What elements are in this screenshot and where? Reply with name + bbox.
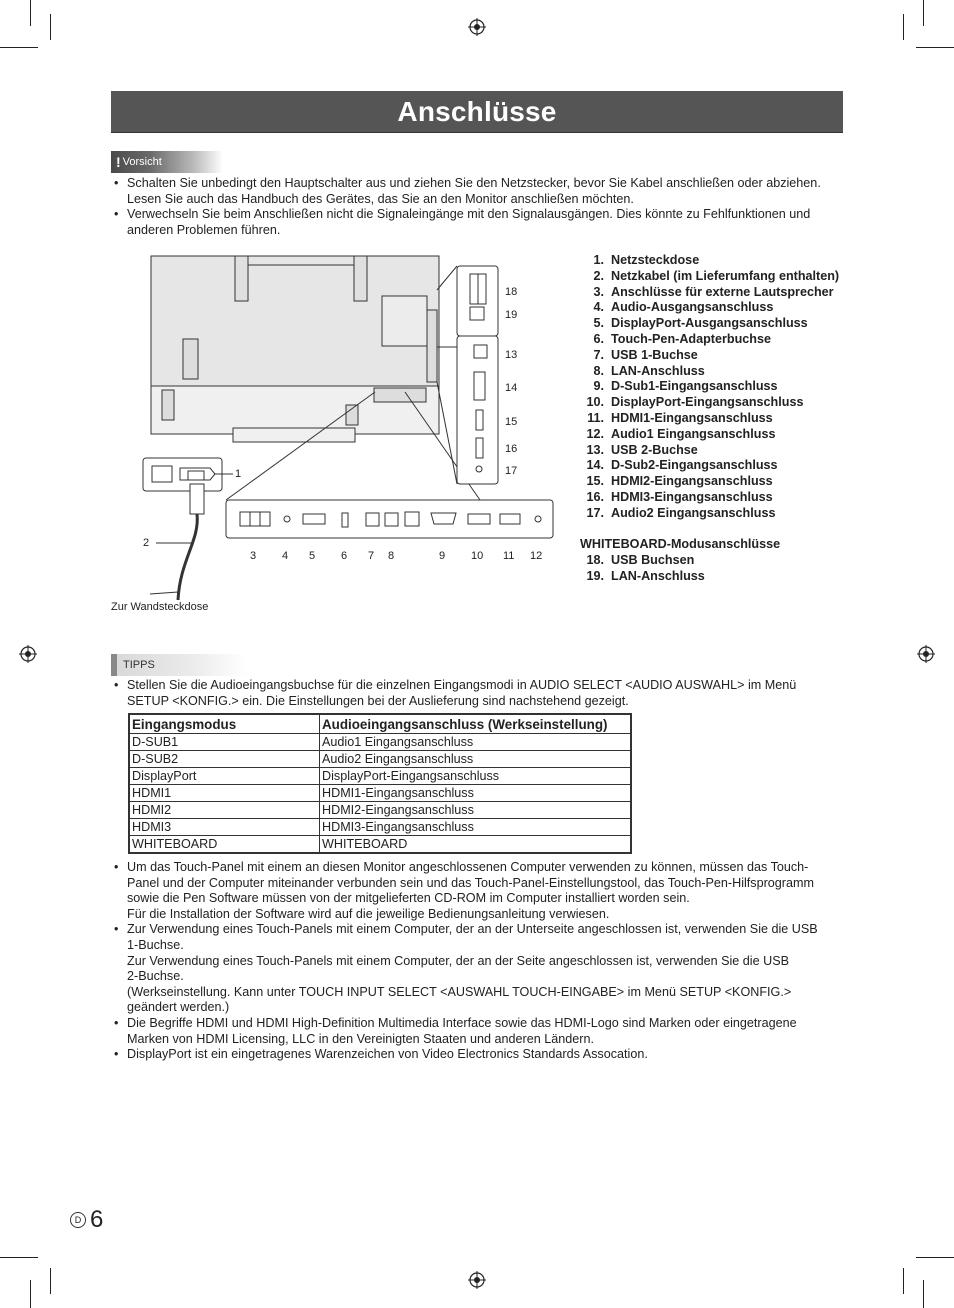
- label-9: 9: [439, 550, 446, 562]
- table-row: [129, 819, 631, 836]
- connection-number: 14.: [586, 458, 604, 473]
- connection-number: 15.: [586, 474, 604, 489]
- table-header: Eingangsmodus: [129, 714, 320, 734]
- whiteboard-number: 18.: [586, 553, 604, 567]
- audio-settings-table: [128, 713, 632, 854]
- label-12: 12: [530, 550, 543, 562]
- connection-label: Audio-Ausgangsanschluss: [611, 300, 774, 315]
- whiteboard-number: 19.: [586, 568, 604, 583]
- connection-label: HDMI3-Eingangsanschluss: [611, 489, 773, 504]
- whiteboard-item: [578, 553, 705, 569]
- connection-number: 13.: [586, 442, 604, 457]
- tips-intro-item: • Stellen Sie die Audioeingangsbuchse für die einzelnen Eingangsmodi in AUDIO SELECT <AUDIO AUSWAHL> im Menü SETUP <KONFIG.> ein. Die Einstellungen bei der Auslieferung sind nachstehend gezeigt.: [111, 678, 851, 709]
- connection-number: 1.: [593, 253, 604, 267]
- label-14: 14: [505, 382, 518, 394]
- table-cell-audio: WHITEBOARD: [320, 836, 632, 854]
- connection-number: 10.: [586, 395, 604, 410]
- connection-label: DisplayPort-Ausgangsanschluss: [611, 316, 808, 331]
- connection-item: [578, 332, 839, 348]
- connection-number: 11.: [587, 410, 604, 425]
- registration-mark-left: [19, 645, 37, 663]
- tips-item-line: sowie die Pen Software müssen von der mitgelieferten CD-ROM im Computer installiert worden sein.: [127, 891, 690, 906]
- tips-item-line: • Um das Touch-Panel mit einem an diesen Monitor angeschlossenen Computer verwenden zu können, müssen das Touch-: [127, 860, 809, 874]
- tips-item: [111, 922, 851, 1016]
- connection-item: [578, 506, 839, 522]
- connection-item: [578, 395, 839, 411]
- connection-label: Audio1 Eingangsanschluss: [611, 426, 776, 441]
- connection-number: 17.: [586, 505, 604, 520]
- caution-item: • Schalten Sie unbedingt den Hauptschalter aus und ziehen Sie den Netzstecker, bevor Sie Kabel anschließen oder abziehen. Lesen Sie auch das Handbuch des Gerätes, das Sie an den Monitor anschließen möchten.: [111, 176, 851, 207]
- connection-item: [578, 474, 839, 490]
- table-cell-mode: D-SUB2: [129, 751, 320, 768]
- table-cell-mode: HDMI1: [129, 785, 320, 802]
- label-7: 7: [368, 550, 375, 562]
- connection-label: Touch-Pen-Adapterbuchse: [611, 331, 771, 346]
- connection-item: [578, 458, 839, 474]
- table-header: Audioeingangsanschluss (Werkseinstellung): [320, 714, 632, 734]
- connection-item: [578, 316, 839, 332]
- label-5: 5: [309, 550, 316, 562]
- label-1: 1: [235, 468, 242, 480]
- connection-number: 16.: [586, 489, 604, 504]
- connection-number: 4.: [593, 300, 604, 315]
- whiteboard-heading: WHITEBOARD-Modusanschlüsse: [580, 537, 781, 551]
- table-cell-audio: DisplayPort-Eingangsanschluss: [320, 768, 632, 785]
- connection-label: LAN-Anschluss: [611, 363, 705, 378]
- label-19: 19: [505, 309, 518, 321]
- label-17: 17: [505, 465, 518, 477]
- connection-item: [578, 300, 839, 316]
- connection-item: [578, 427, 839, 443]
- table-cell-mode: HDMI2: [129, 802, 320, 819]
- connection-item: [578, 269, 839, 285]
- connection-number: 5.: [593, 316, 604, 331]
- tips-item-line: • DisplayPort ist ein eingetragenes Warenzeichen von Video Electronics Standards Assocation.: [127, 1047, 648, 1062]
- tips-item: [111, 860, 851, 922]
- connection-number: 3.: [593, 284, 604, 299]
- language-marker: D: [70, 1212, 86, 1228]
- tips-item-line: 2-Buchse.: [127, 969, 184, 984]
- caution-item: • Verwechseln Sie beim Anschließen nicht die Signaleingänge mit den Signalausgängen. Dies könnte zu Fehlfunktionen und anderen Problemen führen.: [111, 207, 851, 238]
- connection-item: [578, 348, 839, 364]
- table-cell-mode: D-SUB1: [129, 734, 320, 751]
- tips-item-line: (Werkseinstellung. Kann unter TOUCH INPUT SELECT <AUSWAHL TOUCH-EINGABE> im Menü SETUP <KONFIG.>: [127, 984, 792, 999]
- table-cell-mode: DisplayPort: [129, 768, 320, 785]
- page-title-bar: [111, 91, 843, 133]
- label-8: 8: [388, 550, 395, 562]
- registration-mark-top: [468, 18, 486, 36]
- connection-item: [578, 364, 839, 380]
- page-number-value: 6: [90, 1206, 104, 1233]
- connection-number: 2.: [593, 268, 604, 283]
- connection-label: USB 1-Buchse: [611, 347, 698, 362]
- table-cell-mode: HDMI3: [129, 819, 320, 836]
- label-16: 16: [505, 443, 518, 455]
- connection-label: Netzsteckdose: [611, 253, 700, 267]
- page-number: [70, 1206, 103, 1234]
- tips-label: TIPPS: [123, 659, 155, 671]
- tips-item-line: • Zur Verwendung eines Touch-Panels mit einem Computer, der an der Unterseite angeschlossen ist, verwenden Sie die USB: [127, 922, 818, 937]
- label-6: 6: [341, 550, 348, 562]
- connection-item: [578, 443, 839, 459]
- caution-list: [111, 176, 851, 238]
- connection-item: [578, 253, 839, 269]
- whiteboard-item: [578, 569, 705, 585]
- connection-item: [578, 285, 839, 301]
- label-4: 4: [282, 550, 289, 562]
- connection-number: 9.: [593, 379, 604, 394]
- tips-item-line: Zur Verwendung eines Touch-Panels mit einem Computer, der an der Seite angeschlossen ist, verwenden Sie die USB: [127, 953, 790, 968]
- table-row: [129, 836, 631, 854]
- connection-number: 7.: [593, 347, 604, 362]
- table-row: [129, 785, 631, 802]
- label-3: 3: [250, 550, 257, 562]
- connection-number: 12.: [586, 426, 604, 441]
- connection-label: D-Sub1-Eingangsanschluss: [611, 379, 778, 394]
- tips-item-line: Marken von HDMI Licensing, LLC in den Vereinigten Staaten und anderen Ländern.: [127, 1031, 594, 1046]
- connection-label: Netzkabel (im Lieferumfang enthalten): [611, 268, 840, 283]
- registration-mark-bottom: [468, 1271, 486, 1289]
- label-11: 11: [503, 550, 515, 562]
- connection-label: Anschlüsse für externe Lautsprecher: [611, 284, 834, 299]
- connection-item: [578, 379, 839, 395]
- label-18: 18: [505, 286, 518, 298]
- table-cell-audio: Audio2 Eingangsanschluss: [320, 751, 632, 768]
- tips-intro: [111, 678, 851, 709]
- table-cell-audio: Audio1 Eingangsanschluss: [320, 734, 632, 751]
- connection-diagram: [108, 250, 568, 620]
- table-row: [129, 768, 631, 785]
- table-cell-audio: HDMI1-Eingangsanschluss: [320, 785, 632, 802]
- connection-item: [578, 490, 839, 506]
- tips-item: [111, 1016, 851, 1047]
- label-13: 13: [505, 349, 518, 361]
- tips-item-line: geändert werden.): [127, 1000, 230, 1015]
- table-row: [129, 734, 631, 751]
- label-15: 15: [505, 416, 518, 428]
- label-10: 10: [471, 550, 484, 562]
- table-cell-audio: HDMI3-Eingangsanschluss: [320, 819, 632, 836]
- warning-icon: !: [116, 154, 121, 170]
- tips-list: [111, 860, 851, 1063]
- tips-item-line: • Die Begriffe HDMI und HDMI High-Definition Multimedia Interface sowie das HDMI-Logo sind Marken oder eingetragene: [127, 1015, 797, 1030]
- caution-label: Vorsicht: [122, 156, 162, 168]
- table-row: [129, 751, 631, 768]
- connection-item: [578, 411, 839, 427]
- tips-item-line: 1-Buchse.: [127, 937, 184, 952]
- caution-tag: [111, 151, 223, 173]
- registration-mark-right: [917, 645, 935, 663]
- wall-outlet-label: Zur Wandsteckdose: [111, 601, 209, 613]
- tips-tag: [111, 654, 247, 676]
- connection-label: HDMI2-Eingangsanschluss: [611, 474, 773, 489]
- connection-label: DisplayPort-Eingangsanschluss: [611, 395, 804, 410]
- connection-label: D-Sub2-Eingangsanschluss: [611, 458, 778, 473]
- whiteboard-label: LAN-Anschluss: [611, 568, 705, 583]
- label-2: 2: [143, 537, 150, 549]
- tips-item-line: Panel und der Computer miteinander verbunden sein und das Touch-Panel-Einstellungstool, das Touch-Pen-Hilfsprogramm: [127, 875, 814, 890]
- connection-label: HDMI1-Eingangsanschluss: [611, 410, 773, 425]
- connection-number: 8.: [593, 363, 604, 378]
- tips-item: [111, 1047, 851, 1063]
- table-cell-audio: HDMI2-Eingangsanschluss: [320, 802, 632, 819]
- table-cell-mode: WHITEBOARD: [129, 836, 320, 854]
- connection-list: [578, 253, 839, 522]
- connection-label: USB 2-Buchse: [611, 442, 698, 457]
- connection-label: Audio2 Eingangsanschluss: [611, 505, 776, 520]
- table-row: [129, 802, 631, 819]
- whiteboard-list: [578, 553, 705, 585]
- tips-item-line: Für die Installation der Software wird auf die jeweilige Bedienungsanleitung verwiesen.: [127, 906, 610, 921]
- connection-number: 6.: [593, 331, 604, 346]
- whiteboard-label: USB Buchsen: [611, 553, 695, 567]
- page-title: Anschlüsse: [397, 95, 557, 127]
